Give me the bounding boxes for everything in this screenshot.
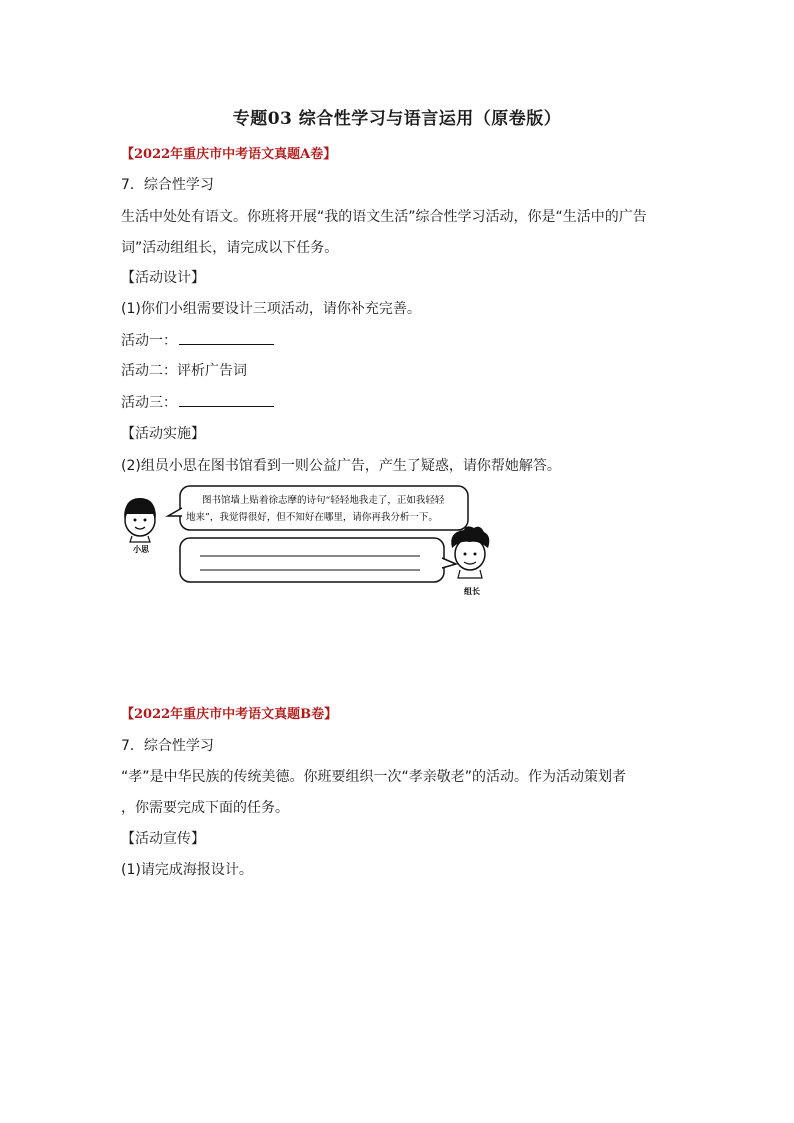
sub-question-2-a: (2)组员小思在图书馆看到一则公益广告，产生了疑惑，请你帮她解答。	[121, 458, 561, 474]
sub-question-1-b: (1)请完成海报设计。	[121, 862, 253, 878]
girl-figure-icon	[124, 498, 156, 542]
answer-blank-1[interactable]	[179, 331, 274, 345]
dialogue-illustration	[118, 482, 498, 607]
heading-activity-design: 【活动设计】	[121, 270, 205, 286]
intro-line-2-a: 词”活动组组长，请完成以下任务。	[121, 240, 339, 256]
intro-line-1-a: 生活中处处有语文。你班将开展“我的语文生活”综合性学习活动，你是“生活中的广告	[121, 209, 647, 225]
speech-bubble-top	[168, 486, 468, 530]
bubble-text-line-1: 图书馆墙上贴着徐志摩的诗句“轻轻地我走了，正如我轻轻	[202, 495, 445, 506]
activity-1-label: 活动一：	[121, 333, 177, 349]
name-label-right: 组长	[464, 586, 480, 596]
answer-blank-3[interactable]	[179, 393, 274, 407]
name-label-left: 小思	[133, 544, 149, 554]
intro-line-2-b: ，你需要完成下面的任务。	[121, 800, 289, 816]
source-tag-b: 【2022年重庆市中考语文真题B卷】	[121, 707, 338, 722]
source-tag-a: 【2022年重庆市中考语文真题A卷】	[121, 147, 337, 162]
heading-activity-implementation: 【活动实施】	[121, 426, 205, 442]
activity-3-row	[121, 393, 274, 413]
page-title: 专题03 综合性学习与语言运用（原卷版）	[232, 109, 562, 129]
sub-question-1-a: (1)你们小组需要设计三项活动，请你补充完善。	[121, 301, 421, 317]
bubble-text-line-2: 地来”，我觉得很好，但不知好在哪里，请你再我分析一下。	[186, 512, 438, 523]
heading-activity-promotion: 【活动宣传】	[121, 831, 205, 847]
activity-1-row	[121, 331, 274, 351]
intro-line-1-b: “孝”是中华民族的传统美德。你班要组织一次“孝亲敬老”的活动。作为活动策划者	[121, 769, 627, 785]
speech-bubble-bottom	[180, 538, 456, 582]
boy-figure-icon	[451, 526, 489, 578]
question-heading-a: 7．综合性学习	[121, 177, 214, 193]
question-heading-b: 7．综合性学习	[121, 738, 214, 754]
activity-2: 活动二：评析广告词	[121, 363, 247, 379]
activity-3-label: 活动三：	[121, 395, 177, 411]
